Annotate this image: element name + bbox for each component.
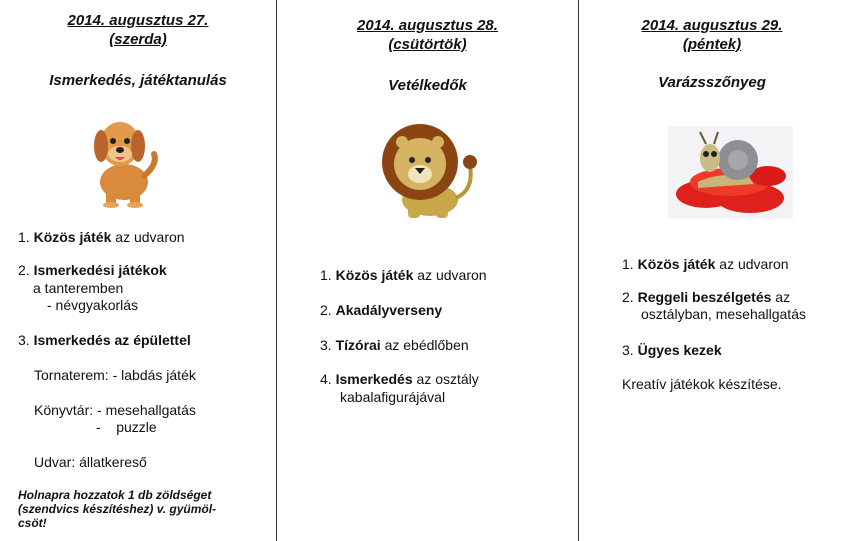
day-title: Ismerkedés, játéktanulás xyxy=(49,72,227,89)
list-item-4-line2: kabalafigurájával xyxy=(340,389,446,405)
list-item-1: 1. Közös játék az udvaron xyxy=(18,229,185,245)
day-weekday: (péntek) xyxy=(682,36,742,53)
day-column-1 xyxy=(0,0,276,541)
udvar-text: Udvar: állatkereső xyxy=(34,454,147,470)
list-item-2-line2: a tanteremben xyxy=(33,280,124,296)
list-item-2: 2. Reggeli beszélgetés az xyxy=(622,289,791,305)
konyvtar-text: Könyvtár: - mesehallgatás xyxy=(34,402,196,418)
day-weekday: (szerda) xyxy=(109,31,167,48)
day-date: 2014. augusztus 29. xyxy=(641,17,783,34)
list-item-1: 1. Közös játék az udvaron xyxy=(320,267,487,283)
day-weekday: (csütörtök) xyxy=(388,36,467,53)
day-column-2 xyxy=(277,0,578,541)
day-date: 2014. augusztus 27. xyxy=(67,12,209,29)
puzzle-text: - puzzle xyxy=(96,419,157,435)
list-item-1: 1. Közös játék az udvaron xyxy=(622,256,789,272)
day-date: 2014. augusztus 28. xyxy=(357,17,498,34)
day-title: Vetélkedők xyxy=(388,77,467,94)
list-item-2-line2: osztályban, mesehallgatás xyxy=(641,306,806,322)
lion-illustration xyxy=(378,120,484,222)
snail-on-flower-illustration xyxy=(668,126,793,219)
list-item-2-line3: - névgyakorlás xyxy=(47,297,139,313)
list-item-2: 2. Ismerkedési játékok xyxy=(18,262,167,278)
reminder-note: Holnapra hozzatok 1 db zöldséget (szendvics készítéshez) v. gyümöl-csöt! xyxy=(18,488,217,530)
tornaterem-text: Tornaterem: - labdás játék xyxy=(34,367,196,383)
list-item-3: 3. Ismerkedés az épülettel xyxy=(18,332,191,348)
day-column-3 xyxy=(579,0,845,541)
list-item-3: 3. Tízórai az ebédlőben xyxy=(320,337,469,353)
list-item-2: 2. Akadályverseny xyxy=(320,302,443,318)
day-title: Varázsszőnyeg xyxy=(658,74,766,91)
closing-text: Kreatív játékok készítése. xyxy=(622,376,782,392)
dog-illustration xyxy=(84,116,164,208)
list-item-3: 3. Ügyes kezek xyxy=(622,342,722,358)
list-item-4: 4. Ismerkedés az osztály xyxy=(320,371,479,387)
